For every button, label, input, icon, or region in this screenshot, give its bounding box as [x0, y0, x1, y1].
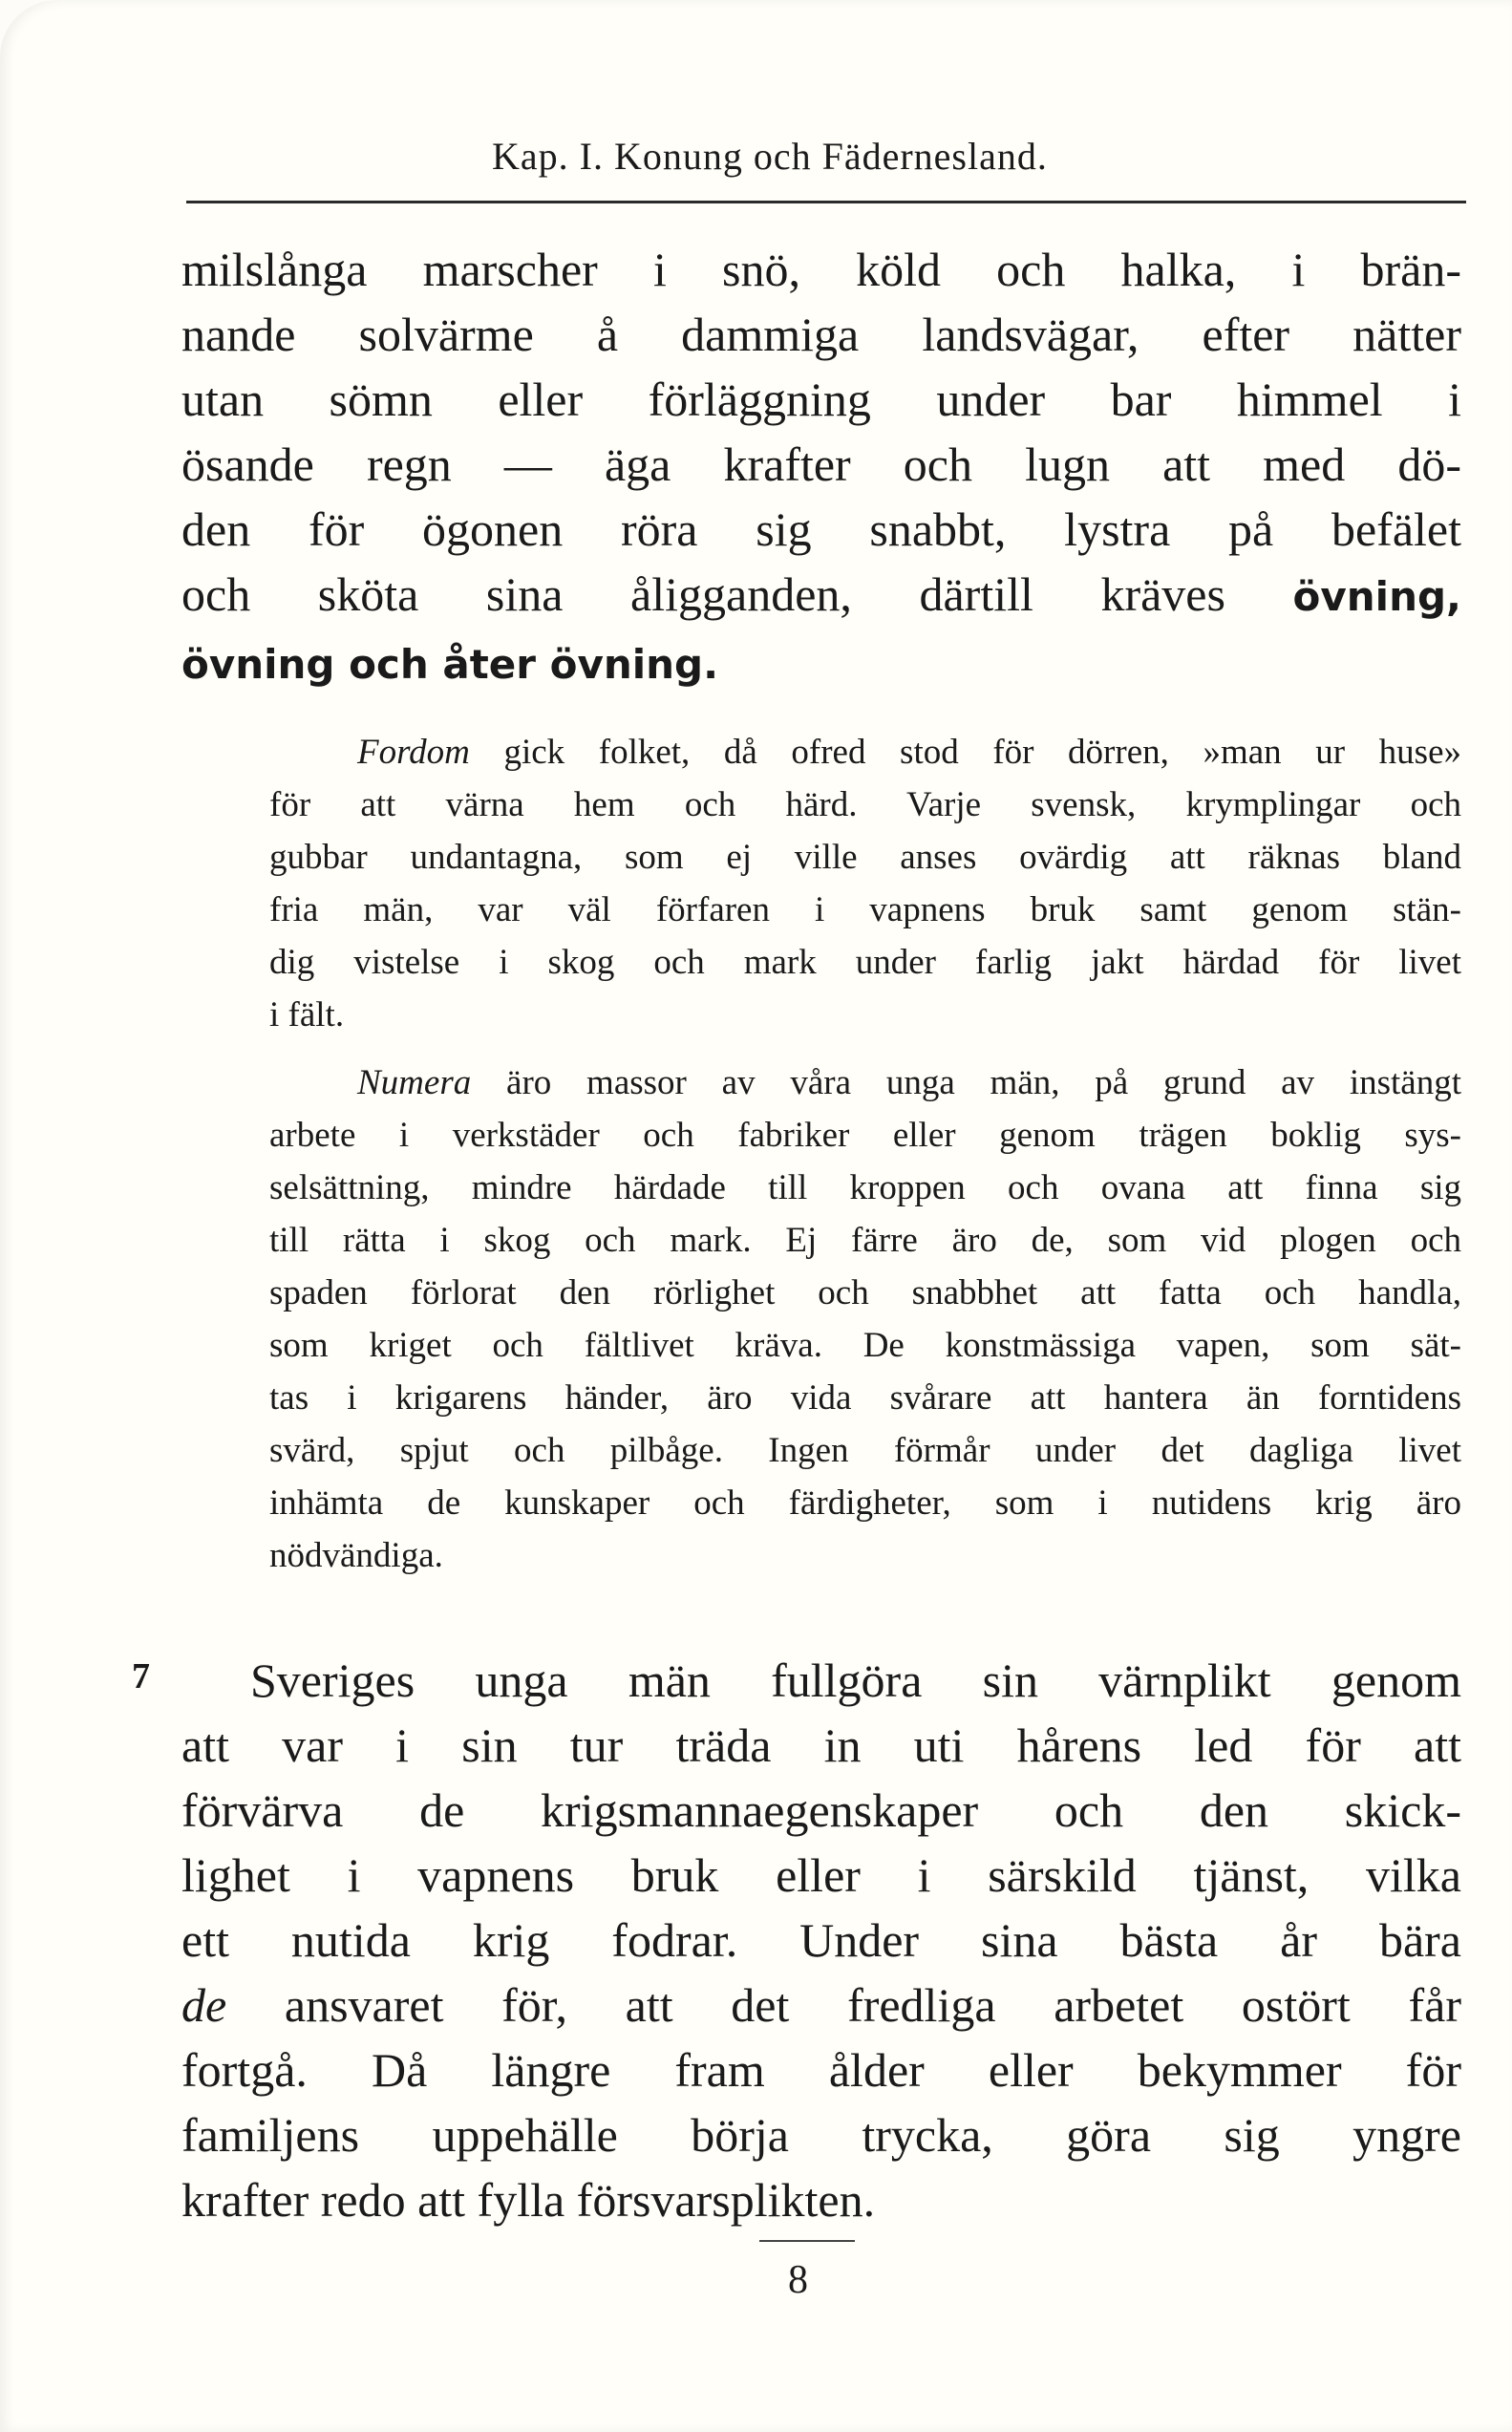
text-line: till rätta i skog och mark. Ej färre äro de, som vid plogen och [269, 1221, 1461, 1260]
paragraph-numera [181, 1056, 1461, 1582]
text-line: ösande regn — äga krafter och lugn att med dö- [181, 437, 1461, 491]
text-line: familjens uppehälle börja trycka, göra sig yngre [181, 2108, 1461, 2162]
text-line: lighet i vapnens bruk eller i särskild tjänst, vilka [181, 1848, 1461, 1902]
footer-rule [759, 2240, 855, 2242]
text-line: utan sömn eller förläggning under bar himmel i [181, 373, 1461, 426]
text-line: tas i krigarens händer, äro vida svårare att hantera än forntidens [269, 1378, 1461, 1418]
running-header: Kap. I. Konung och Fädernesland. [492, 135, 1048, 178]
text-line: krafter redo att fylla försvarsplikten. [181, 2173, 876, 2227]
page-number: 8 [788, 2258, 808, 2302]
text-line: spaden förlorat den rörlighet och snabbhet att fatta och handla, [269, 1273, 1461, 1312]
text-line: förvärva de krigsmannaegenskaper och den skick- [181, 1783, 1461, 1837]
margin-paragraph-number: 7 [132, 1656, 150, 1696]
emphasis-text: övning, [1292, 573, 1461, 620]
text-line [181, 726, 1461, 779]
text-line: inhämta de kunskaper och färdigheter, som i nutidens krig äro [269, 1483, 1461, 1523]
text-line: gubbar undantagna, som ej ville anses ovärdig att räknas bland [269, 838, 1461, 877]
text-line: selsättning, mindre härdade till kroppen och ovana att finna sig [269, 1168, 1461, 1207]
text-line: för att värna hem och härd. Varje svensk, krymplingar och [269, 785, 1461, 824]
text-line: den för ögonen röra sig snabbt, lystra på befälet [181, 502, 1461, 556]
text-line: ett nutida krig fodrar. Under sina bästa år bära [181, 1913, 1461, 1967]
text-line: nödvändiga. [269, 1536, 443, 1575]
text-line: i fält. [269, 995, 345, 1035]
text-line: att var i sin tur träda in uti hårens led för att [181, 1718, 1461, 1772]
text-line: svärd, spjut och pilbåge. Ingen förmår under det dagliga livet [269, 1431, 1461, 1470]
paragraph-marches [181, 237, 1461, 697]
text-line [181, 1973, 1461, 2037]
italic-lead-word: Numera [357, 1063, 472, 1102]
text-line: fortgå. Då längre fram ålder eller bekymmer för [181, 2043, 1461, 2097]
italic-word: de [181, 1978, 227, 2032]
text-line: nande solvärme å dammiga landsvägar, efter nätter [181, 308, 1461, 361]
italic-lead-word: Fordom [357, 733, 470, 772]
text-line-with-emphasis [181, 562, 1461, 629]
emphasis-text: övning och åter övning. [181, 641, 719, 688]
text-line: milslånga marscher i snö, köld och halka, i brän- [181, 243, 1461, 296]
text-fragment: ansvaret för, att det fredliga arbetet ostört får [226, 1978, 1461, 2032]
emphasis-line [181, 629, 1461, 697]
paragraph-varnplikt [181, 1648, 1461, 2232]
text-line: Sveriges unga män fullgöra sin värnplikt genom [250, 1653, 1461, 1707]
text-line [181, 1056, 1461, 1109]
header-rule [186, 201, 1466, 203]
text-fragment: äro massor av våra unga män, på grund av instängt [471, 1063, 1461, 1102]
text-line: dig vistelse i skog och mark under farlig jakt härdad för livet [269, 943, 1461, 982]
text-line: fria män, var väl förfaren i vapnens bruk samt genom stän- [269, 890, 1461, 929]
text-line: som kriget och fältlivet kräva. De konstmässiga vapen, som sät- [269, 1326, 1461, 1365]
text-fragment: och sköta sina åligganden, därtill kräves [181, 567, 1293, 621]
text-fragment: gick folket, då ofred stod för dörren, »man ur huse» [469, 733, 1461, 772]
paragraph-fordom [181, 726, 1461, 1041]
text-line: arbete i verkstäder och fabriker eller genom trägen boklig sys- [269, 1116, 1461, 1155]
